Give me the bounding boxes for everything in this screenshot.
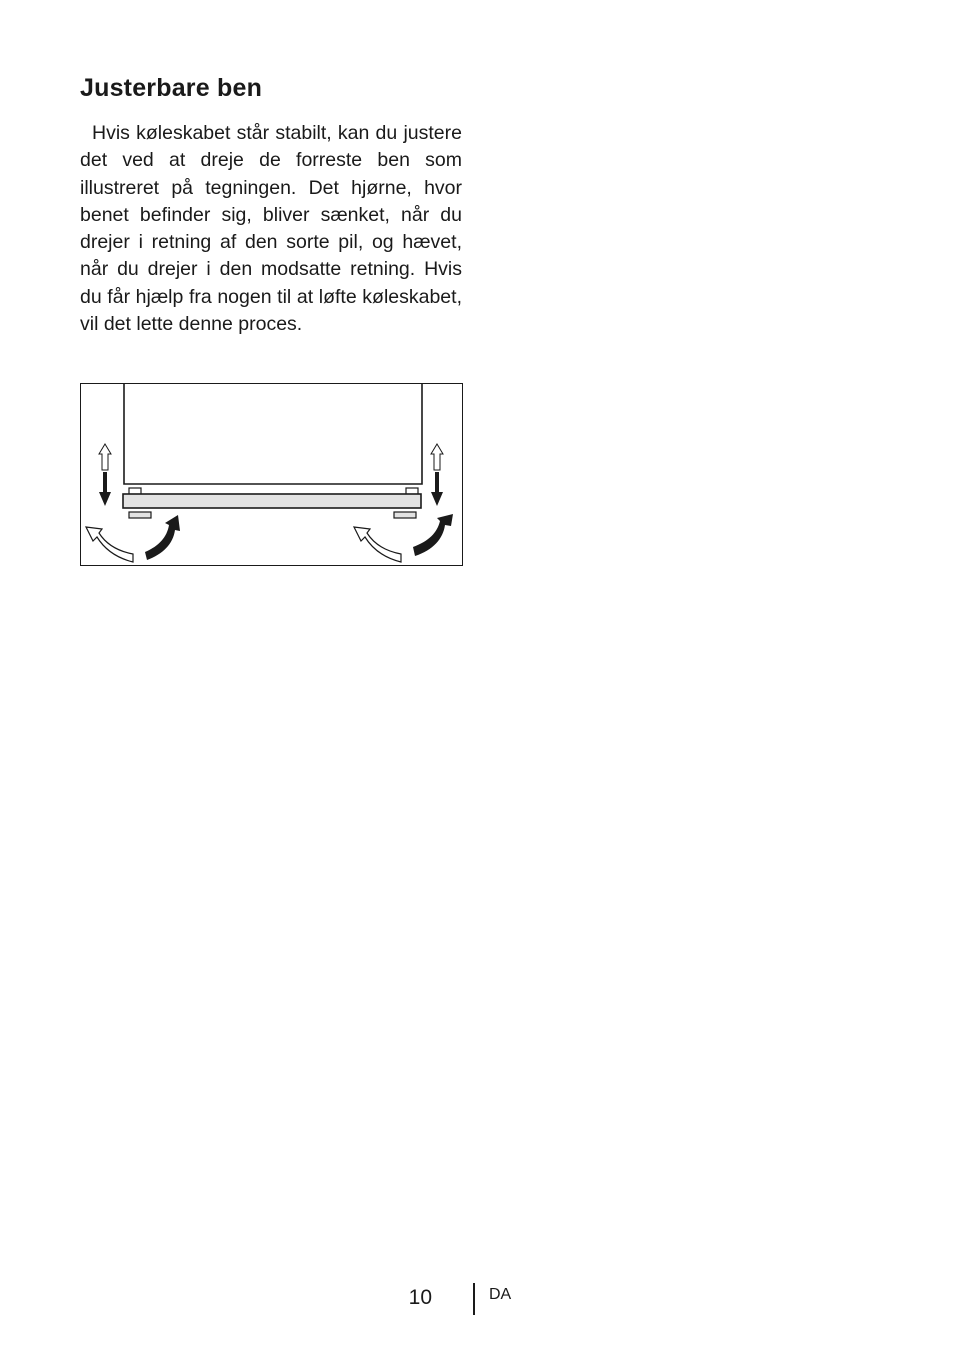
- adjustable-feet-drawing: [81, 384, 461, 564]
- section-heading: Justerbare ben: [80, 74, 263, 102]
- left-foot: [129, 512, 151, 518]
- right-counter-rotate-arrow-icon: [354, 527, 401, 562]
- adjustable-feet-illustration: [80, 383, 463, 566]
- left-rotate-arrow-icon: [145, 515, 180, 560]
- language-code: DA: [489, 1286, 512, 1303]
- left-raise-lower-arrow-icon: [99, 444, 111, 506]
- instruction-paragraph: Hvis køleskabet står stabilt, kan du justere det ved at dreje de forreste ben som illustreret på tegningen. Det hjørne, hvor benet befinder sig, bliver sænket, når du drejer i retning af den sorte pil, og hævet, når du drejer i den modsatte retning. Hvis du får hjælp fra nogen til at løfte køleskabet, vil det lette denne proces.: [80, 122, 462, 336]
- right-foot: [394, 512, 416, 518]
- page-number: 10: [408, 1286, 432, 1309]
- right-rotate-arrow-icon: [413, 514, 453, 556]
- base-grille: [123, 494, 421, 508]
- left-counter-rotate-arrow-icon: [86, 527, 133, 562]
- fridge-cabinet: [124, 384, 422, 484]
- footer-divider: [473, 1283, 475, 1315]
- right-raise-lower-arrow-icon: [431, 444, 443, 506]
